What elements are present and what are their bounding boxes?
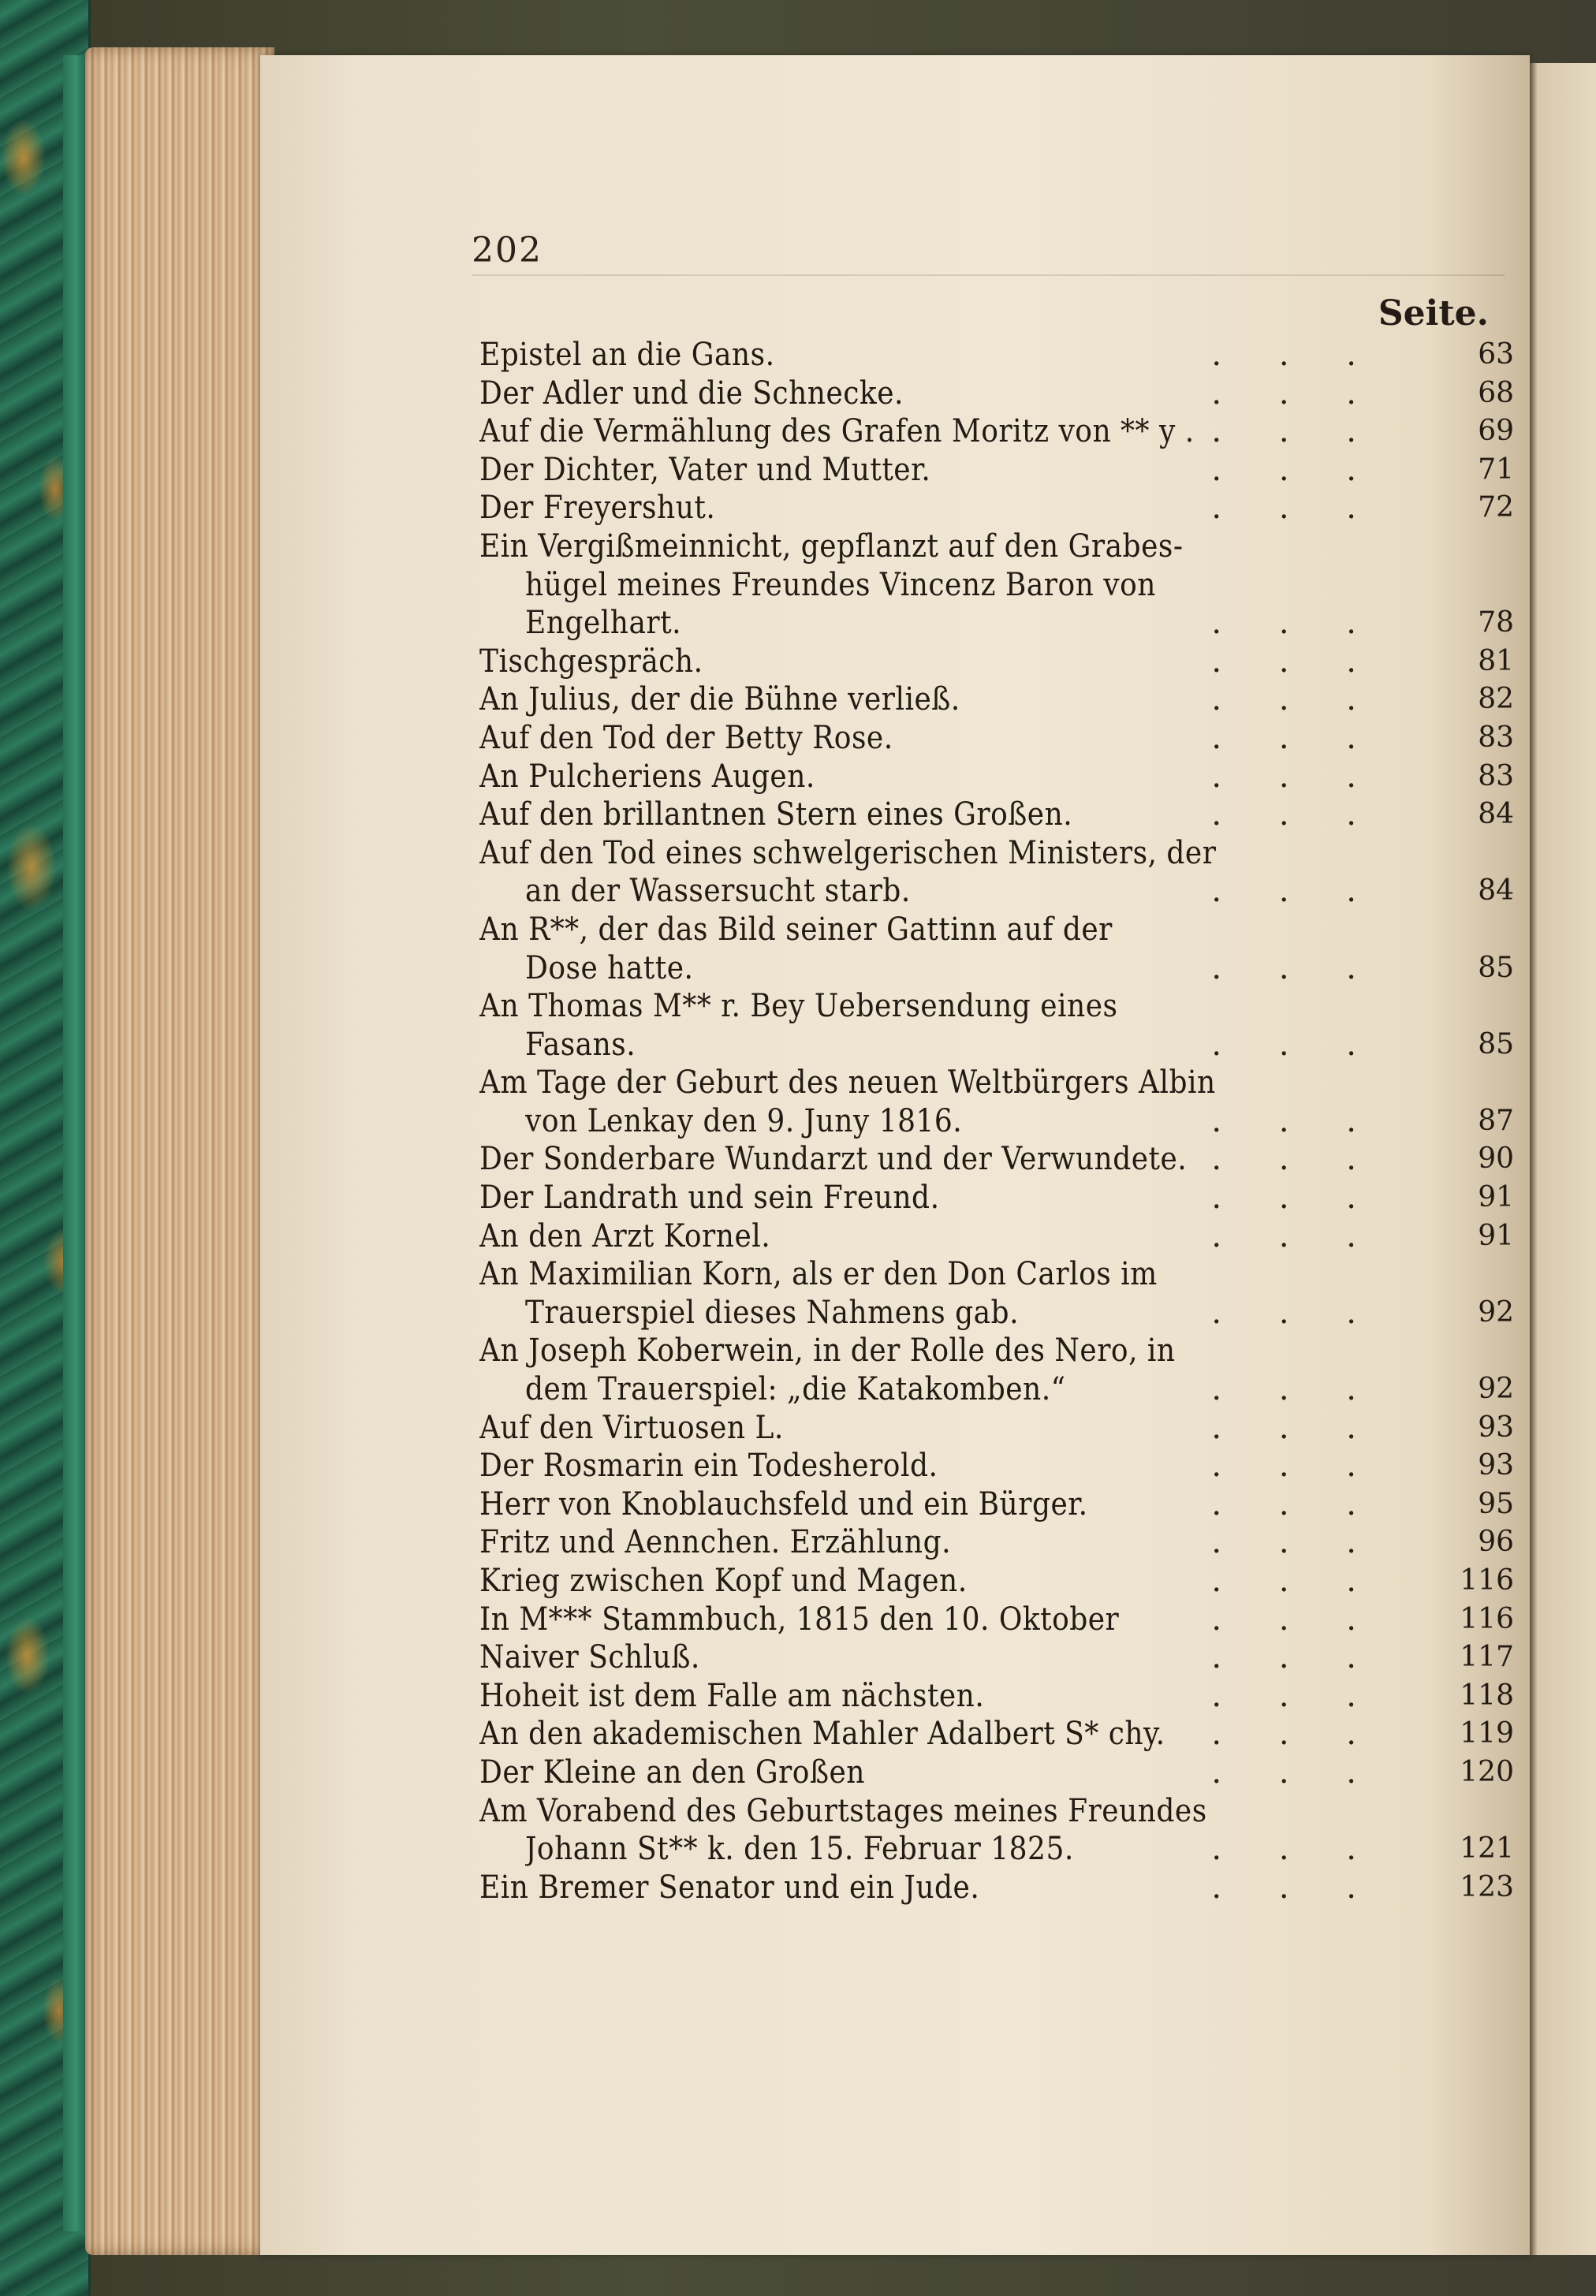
leader-dots: . . . xyxy=(1211,1677,1380,1714)
leader-dots: . . . xyxy=(1211,451,1380,488)
leader-dots: . . . xyxy=(1211,1448,1380,1485)
page-column-label: Seite. xyxy=(1378,293,1489,334)
book-page xyxy=(260,55,1530,2255)
toc-entry-page: 93 xyxy=(1478,1411,1514,1444)
leader-dots: . . . xyxy=(1211,1409,1380,1446)
toc-entry xyxy=(479,336,1514,375)
toc-entry-page: 71 xyxy=(1478,453,1514,486)
toc-entry-title: Am Vorabend des Geburtstages meines Freundes xyxy=(479,1792,1207,1829)
leader-dots: . . . xyxy=(1211,1716,1380,1753)
toc-entry xyxy=(479,758,1514,796)
toc-entry xyxy=(479,1102,1514,1141)
toc-entry-page: 121 xyxy=(1460,1832,1514,1866)
toc-entry xyxy=(479,1715,1514,1754)
leader-dots: . . . xyxy=(1211,1294,1380,1331)
toc-entry xyxy=(479,1409,1514,1448)
toc-entry xyxy=(479,1140,1514,1179)
toc-entry xyxy=(479,1830,1514,1869)
toc-entry-title: Der Sonderbare Wundarzt und der Verwundete. xyxy=(479,1141,1188,1178)
toc-entry-title: An Thomas M** r. Bey Uebersendung eines xyxy=(479,988,1118,1025)
toc-entry-title: Johann St** k. den 15. Februar 1825. xyxy=(525,1831,1074,1868)
toc-entry-page: 69 xyxy=(1478,415,1514,448)
page-edges xyxy=(85,47,274,2255)
toc-entry xyxy=(479,1064,1514,1102)
toc-entry-title: Auf die Vermählung des Grafen Moritz von ** y . xyxy=(479,413,1195,450)
toc-entry-page: 116 xyxy=(1460,1564,1514,1597)
toc-entry-title: Tischgespräch. xyxy=(479,643,703,680)
leader-dots: . . . xyxy=(1211,1180,1380,1217)
leader-dots: . . . xyxy=(1211,758,1380,795)
toc-entry-page: 83 xyxy=(1478,759,1514,792)
toc-entry-title: Engelhart. xyxy=(525,605,681,642)
toc-entry xyxy=(479,719,1514,758)
toc-entry xyxy=(479,1217,1514,1256)
toc-entry-page: 83 xyxy=(1478,721,1514,754)
toc-entry xyxy=(479,1179,1514,1217)
toc-entry xyxy=(479,566,1514,605)
toc-entry-page: 84 xyxy=(1478,798,1514,831)
page-number: 202 xyxy=(472,230,543,270)
toc-entry-title: dem Trauerspiel: „die Katakomben.“ xyxy=(525,1371,1066,1408)
toc-entry-title: Der Freyershut. xyxy=(479,490,716,527)
toc-entry xyxy=(479,987,1514,1026)
leader-dots: . . . xyxy=(1211,375,1380,412)
toc-entry-title: von Lenkay den 9. Juny 1816. xyxy=(525,1102,963,1139)
toc-entry-title: An den Arzt Kornel. xyxy=(479,1217,771,1254)
toc-entry-title: Ein Vergißmeinnicht, gepflanzt auf den Grabes- xyxy=(479,527,1184,565)
toc-entry-page: 68 xyxy=(1478,376,1514,409)
toc-entry-page: 92 xyxy=(1478,1373,1514,1406)
toc-entry-title: An R**, der das Bild seiner Gattinn auf der xyxy=(479,911,1113,948)
toc-entry xyxy=(479,527,1514,566)
toc-entry-title: Krieg zwischen Kopf und Magen. xyxy=(479,1563,968,1599)
toc-entry-title: Auf den Virtuosen L. xyxy=(479,1409,784,1446)
toc-entry xyxy=(479,1370,1514,1409)
leader-dots: . . . xyxy=(1211,643,1380,680)
toc-entry-title: Fasans. xyxy=(525,1026,636,1063)
leader-dots: . . . xyxy=(1211,413,1380,450)
toc-entry-page: 82 xyxy=(1478,683,1514,716)
toc-entry-title: In M*** Stammbuch, 1815 den 10. Oktober xyxy=(479,1601,1120,1638)
toc-entry-title: Der Landrath und sein Freund. xyxy=(479,1180,940,1217)
toc-entry-page: 117 xyxy=(1460,1641,1514,1674)
leader-dots: . . . xyxy=(1211,1563,1380,1599)
leader-dots: . . . xyxy=(1211,873,1380,910)
toc-entry-title: Auf den Tod eines schwelgerischen Ministers, der xyxy=(479,834,1217,871)
toc-entry xyxy=(479,1026,1514,1064)
toc-entry-title: Epistel an die Gans. xyxy=(479,337,775,373)
toc-entry-title: an der Wassersucht starb. xyxy=(525,873,911,910)
toc-entry xyxy=(479,1677,1514,1716)
toc-entry-page: 81 xyxy=(1478,644,1514,677)
leader-dots: . . . xyxy=(1211,490,1380,527)
toc-entry xyxy=(479,643,1514,681)
toc-entry xyxy=(479,412,1514,451)
toc-entry-title: Der Adler und die Schnecke. xyxy=(479,375,904,412)
toc-entry-title: Fritz und Aennchen. Erzählung. xyxy=(479,1524,952,1561)
toc-entry xyxy=(479,911,1514,949)
toc-entry xyxy=(479,1601,1514,1639)
toc-entry-page: 91 xyxy=(1478,1219,1514,1252)
toc-entry-page: 93 xyxy=(1478,1449,1514,1482)
toc-entry-page: 63 xyxy=(1478,338,1514,371)
toc-entry-page: 120 xyxy=(1460,1755,1514,1788)
toc-entry-page: 84 xyxy=(1478,874,1514,908)
leader-dots: . . . xyxy=(1211,949,1380,986)
toc-entry-title: Herr von Knoblauchsfeld und ein Bürger. xyxy=(479,1485,1088,1523)
toc-entry xyxy=(479,1792,1514,1831)
toc-entry xyxy=(479,375,1514,413)
toc-entry xyxy=(479,1447,1514,1485)
leader-dots: . . . xyxy=(1211,1869,1380,1906)
toc-entry-title: Trauerspiel dieses Nahmens gab. xyxy=(525,1294,1020,1331)
leader-dots: . . . xyxy=(1211,1754,1380,1791)
toc-entry-page: 92 xyxy=(1478,1295,1514,1329)
toc-entry xyxy=(479,1754,1514,1792)
toc-entry-title: hügel meines Freundes Vincenz Baron von xyxy=(525,566,1156,603)
toc-entry-title: Der Rosmarin ein Todesherold. xyxy=(479,1448,938,1485)
toc-entry xyxy=(479,1294,1514,1332)
header-rule xyxy=(472,274,1505,276)
toc-entry xyxy=(479,796,1514,834)
toc-entry xyxy=(479,1255,1514,1294)
leader-dots: . . . xyxy=(1211,605,1380,642)
leader-dots: . . . xyxy=(1211,1639,1380,1676)
toc-entry-page: 116 xyxy=(1460,1602,1514,1635)
toc-entry-page: 85 xyxy=(1478,951,1514,984)
leader-dots: . . . xyxy=(1211,1026,1380,1063)
toc-entry-page: 123 xyxy=(1460,1870,1514,1903)
toc-entry xyxy=(479,872,1514,911)
toc-entry-page: 72 xyxy=(1478,491,1514,524)
toc-entry xyxy=(479,1485,1514,1524)
toc-entry xyxy=(479,949,1514,988)
toc-entry-title: Auf den Tod der Betty Rose. xyxy=(479,719,893,756)
toc-entry-title: Der Dichter, Vater und Mutter. xyxy=(479,451,931,488)
toc-entry xyxy=(479,680,1514,719)
leader-dots: . . . xyxy=(1211,1217,1380,1254)
toc-entry xyxy=(479,489,1514,527)
facing-page-edge xyxy=(1530,63,1596,2255)
toc-entry-title: Hoheit ist dem Falle am nächsten. xyxy=(479,1677,985,1714)
toc-entry-page: 96 xyxy=(1478,1526,1514,1559)
toc-entry-title: Am Tage der Geburt des neuen Weltbürgers Albin xyxy=(479,1064,1216,1101)
toc-entry-page: 85 xyxy=(1478,1027,1514,1060)
toc-entry-title: An Maximilian Korn, als er den Don Carlos im xyxy=(479,1256,1158,1293)
toc-entry-page: 119 xyxy=(1460,1717,1514,1750)
toc-entry xyxy=(479,1332,1514,1370)
toc-entry xyxy=(479,1523,1514,1562)
toc-entry xyxy=(479,451,1514,490)
toc-entry xyxy=(479,834,1514,873)
toc-entry-title: Auf den brillantnen Stern eines Großen. xyxy=(479,796,1073,833)
leader-dots: . . . xyxy=(1211,1831,1380,1868)
leader-dots: . . . xyxy=(1211,337,1380,373)
toc-entry-page: 87 xyxy=(1478,1104,1514,1137)
toc-entry-title: An Pulcheriens Augen. xyxy=(479,758,815,795)
leader-dots: . . . xyxy=(1211,1601,1380,1638)
toc-entry-title: Der Kleine an den Großen xyxy=(479,1754,865,1791)
toc-entry-page: 95 xyxy=(1478,1487,1514,1520)
toc-entry-title: An den akademischen Mahler Adalbert S* chy. xyxy=(479,1716,1165,1753)
leader-dots: . . . xyxy=(1211,1141,1380,1178)
leader-dots: . . . xyxy=(1211,1485,1380,1523)
toc-entry-title: An Julius, der die Bühne verließ. xyxy=(479,681,960,718)
toc-entry-title: Ein Bremer Senator und ein Jude. xyxy=(479,1869,980,1906)
toc-entry-page: 91 xyxy=(1478,1181,1514,1214)
toc-entry-page: 118 xyxy=(1460,1679,1514,1712)
leader-dots: . . . xyxy=(1211,1371,1380,1408)
leader-dots: . . . xyxy=(1211,719,1380,756)
toc-entry xyxy=(479,1869,1514,1907)
leader-dots: . . . xyxy=(1211,796,1380,833)
leader-dots: . . . xyxy=(1211,1102,1380,1139)
toc-entry xyxy=(479,1638,1514,1677)
toc-entry xyxy=(479,604,1514,643)
toc-entry-title: An Joseph Koberwein, in der Rolle des Nero, in xyxy=(479,1332,1176,1370)
leader-dots: . . . xyxy=(1211,1524,1380,1561)
table-of-contents xyxy=(479,336,1514,1906)
toc-entry-title: Naiver Schluß. xyxy=(479,1639,700,1676)
leader-dots: . . . xyxy=(1211,681,1380,718)
toc-entry-page: 90 xyxy=(1478,1142,1514,1176)
toc-entry-page: 78 xyxy=(1478,606,1514,639)
toc-entry xyxy=(479,1562,1514,1601)
toc-entry-title: Dose hatte. xyxy=(525,949,694,986)
